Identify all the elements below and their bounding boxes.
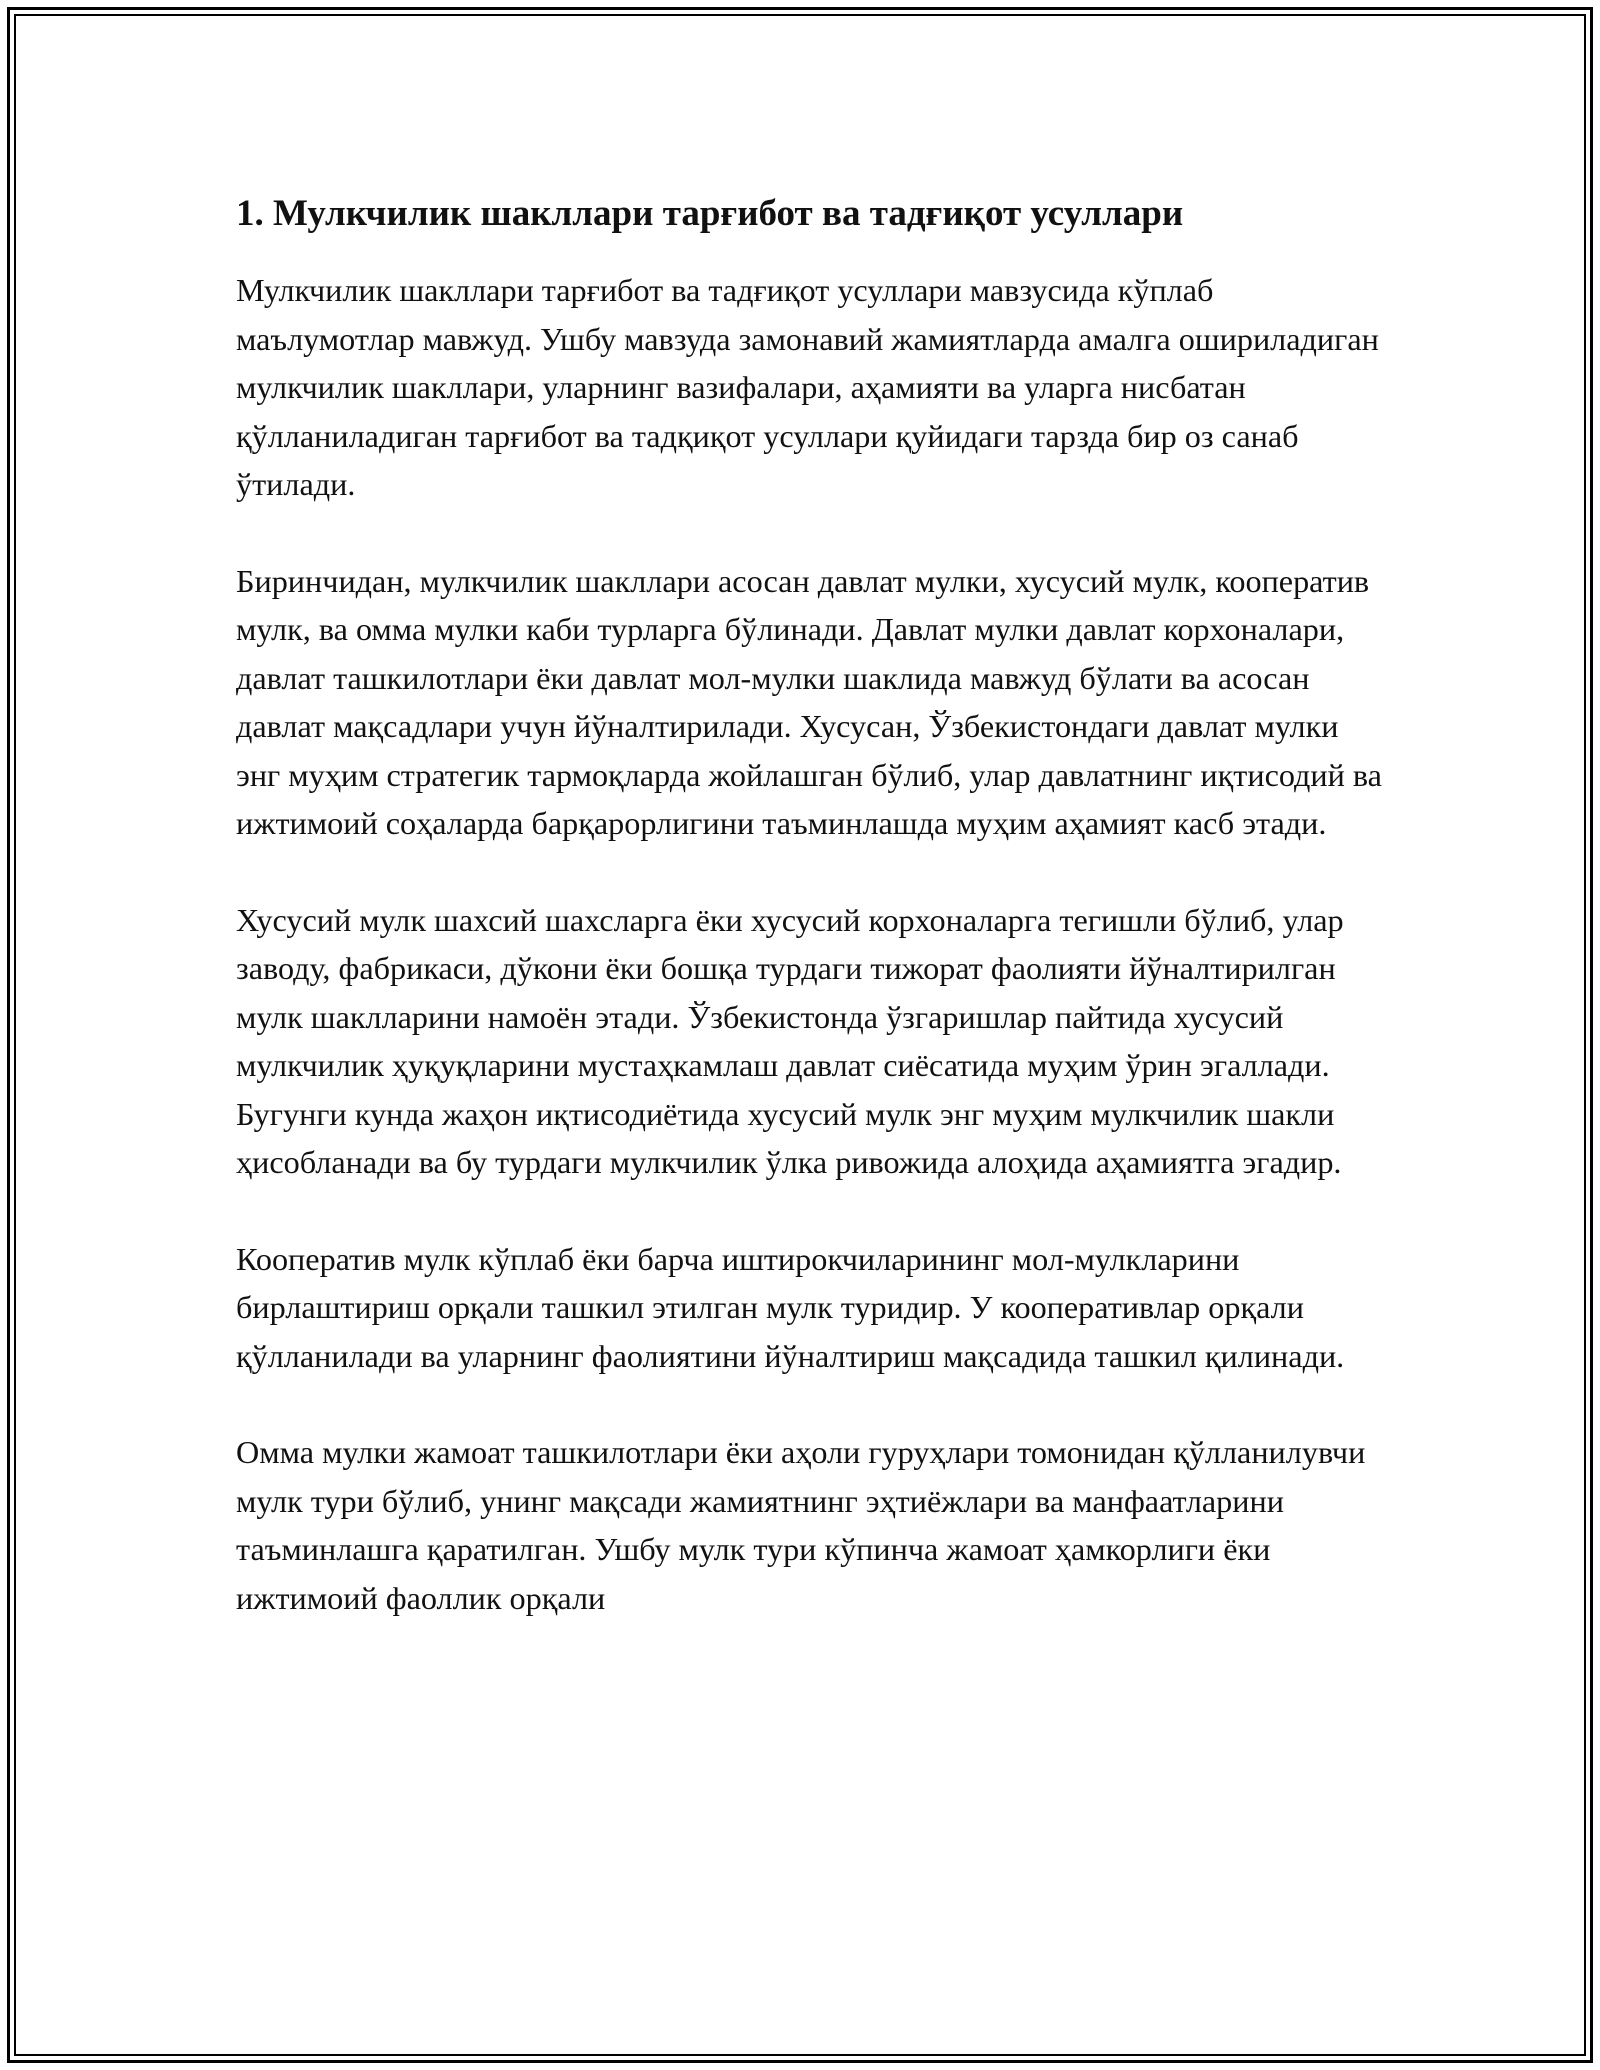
paragraph-private-property: Хусусий мулк шахсий шахсларга ёки хусусий корхоналарга тегишли бўлиб, улар заводу, фабрикаси, дўкони ёки бошқа турдаги тижорат фаолияти йўналтирилган мулк шаклларини намоён этади. Ўзбекистонда ўзгаришлар пайтида хусусий мулкчилик ҳуқуқларини мустаҳкамлаш давлат сиёсатида муҳим ўрин эгаллади. Бугунги кунда жаҳон иқтисодиётида хусусий мулк энг муҳим мулкчилик шакли ҳисобланади ва бу турдаги мулкчилик ўлка ривожида алоҳида аҳамиятга эгадир. bbox=[236, 901, 1344, 1180]
paragraph-intro: Мулкчилик шакллари тарғибот ва тадғиқот усуллари мавзусида кўплаб маълумотлар мавжуд. Ушбу мавзуда замонавий жамиятларда амалга ошириладиган мулкчилик шакллари, уларнинг вазифалари, аҳамияти ва уларга нисбатан қўлланиладиган тарғибот ва тадқиқот усуллари қуйидаги тарзда бир оз санаб ўтилади. bbox=[236, 272, 1379, 502]
paragraph-forms: Биринчидан, мулкчилик шакллари асосан давлат мулки, хусусий мулк, кооператив мулк, ва омма мулки каби турларга бўлинади. Давлат мулки давлат корхоналари, давлат ташкилотлари ёки давлат мол-мулки шаклида мавжуд бўлати ва асосан давлат мақсадлари учун йўналтирилади. Хусусан, Ўзбекистондаги давлат мулки энг муҳим стратегик тармоқларда жойлашган бўлиб, улар давлатнинг иқтисодий ва ижтимоий соҳаларда барқарорлигини таъминлашда муҳим аҳамият касб этади. bbox=[236, 562, 1382, 841]
document-body bbox=[236, 186, 1386, 1670]
paragraph-public-property: Омма мулки жамоат ташкилотлари ёки аҳоли гуруҳлари томонидан қўлланилувчи мулк тури бўлиб, унинг мақсади жамиятнинг эҳтиёжлари ва манфаатларини таъминлашга қаратилган. Ушбу мулк тури кўпинча жамоат ҳамкорлиги ёки ижтимоий фаоллик орқали bbox=[236, 1434, 1366, 1616]
document-title: 1. Мулкчилик шакллари тарғибот ва тадғиқот усуллари bbox=[236, 193, 1184, 234]
paragraph-cooperative-property: Кооператив мулк кўплаб ёки барча иштирокчиларининг мол-мулкларини бирлаштириш орқали ташкил этилган мулк туридир. У кооперативлар орқали қўлланилади ва уларнинг фаолиятини йўналтириш мақсадида ташкил қилинади. bbox=[236, 1240, 1345, 1374]
